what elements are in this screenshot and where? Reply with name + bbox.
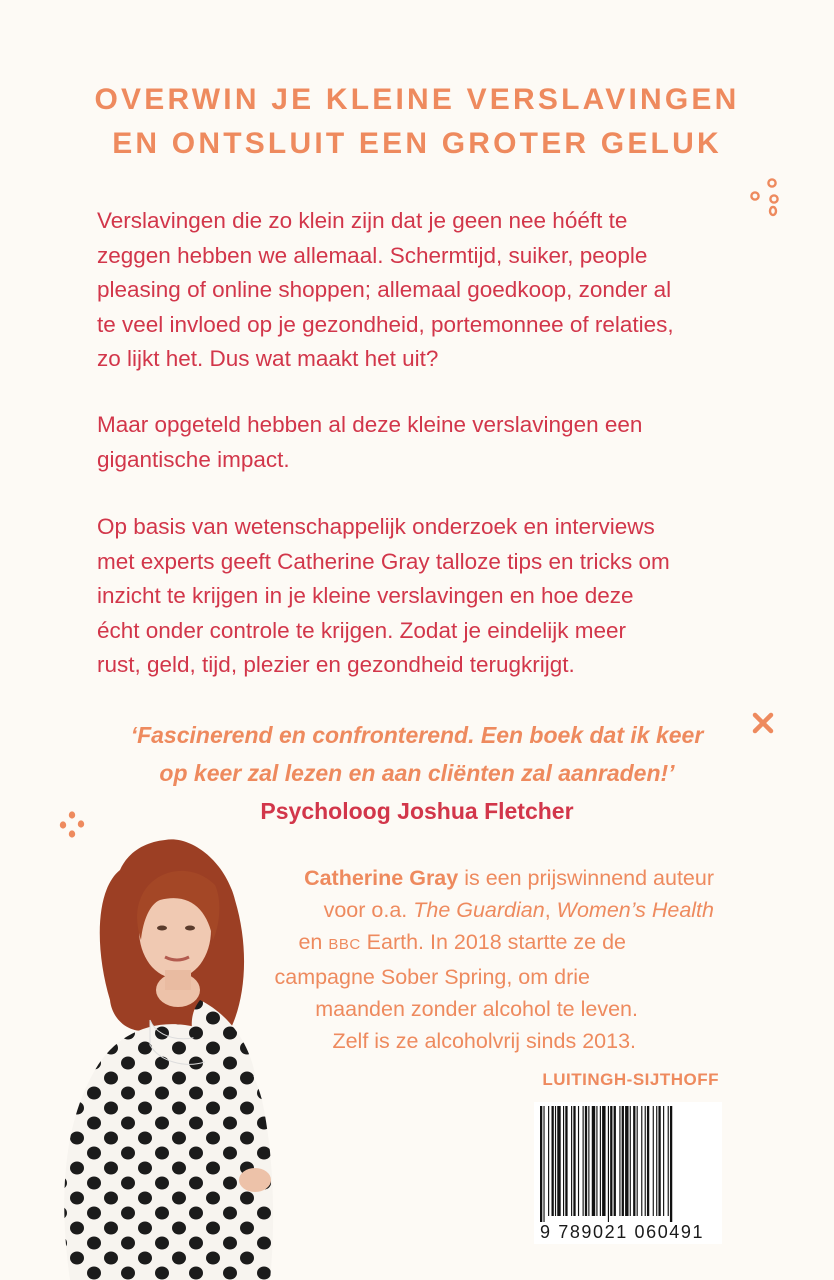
barcode-bar (588, 1106, 589, 1216)
isbn-number: 9 789021 060491 (540, 1222, 705, 1242)
barcode-bar (645, 1106, 646, 1216)
barcode-bar (668, 1106, 669, 1216)
barcode-bar (540, 1106, 542, 1222)
bio-line-5: maanden zonder alcohol te leven. (315, 997, 638, 1021)
paragraph-line: met experts geeft Catherine Gray talloze tips en tricks om (97, 548, 670, 574)
barcode-bar (622, 1106, 624, 1216)
barcode-bar (543, 1106, 544, 1222)
author-photo (0, 830, 300, 1280)
paragraph-line: gigantische impact. (97, 446, 290, 472)
review-quote (0, 716, 834, 830)
barcode-bar (670, 1106, 672, 1222)
paragraph-line: zo lijkt het. Dus wat maakt het uit? (97, 346, 439, 371)
paragraph-line: pleasing of online shoppen; allemaal goedkoop, zonder al (97, 277, 672, 302)
barcode-bar (633, 1106, 635, 1216)
paragraph-line: te veel invloed op je gezondheid, portemonnee of relaties, (97, 311, 674, 337)
barcode-bar (619, 1106, 620, 1216)
barcode-bar (573, 1106, 575, 1216)
barcode-bar (658, 1106, 660, 1216)
bio-line-6: Zelf is ze alcoholvrij sinds 2013. (332, 1029, 636, 1053)
author-bio (270, 862, 740, 1057)
barcode-bar (565, 1106, 567, 1216)
barcode-bar (630, 1106, 631, 1216)
paragraph-line: inzicht te krijgen in je kleine verslavingen en hoe deze (97, 583, 634, 608)
barcode-bar (663, 1106, 664, 1216)
bio-line-2 (270, 894, 714, 926)
paragraph-line: Op basis van wetenschappelijk onderzoek en interviews (97, 514, 655, 539)
barcode-bar (602, 1106, 605, 1216)
bio-line-3 (270, 926, 626, 961)
blurb-paragraph-3 (97, 510, 719, 683)
barcode-bar (583, 1106, 584, 1216)
barcode-bar (610, 1106, 612, 1216)
barcode-bar (647, 1106, 649, 1216)
barcode-bar (614, 1106, 616, 1216)
barcode-bar (592, 1106, 595, 1216)
publication-name: The Guardian (413, 898, 545, 922)
barcode-bar (552, 1106, 554, 1216)
barcode-bar (563, 1106, 564, 1216)
bio-line-4: campagne Sober Spring, om drie (274, 965, 590, 989)
bio-line-1 (270, 862, 714, 894)
quote-author: Psycholoog Joshua Fletcher (260, 798, 574, 824)
barcode-bar (585, 1106, 587, 1216)
barcode-bar (637, 1106, 638, 1216)
blurb-paragraph-2 (97, 408, 719, 477)
barcode-bar (641, 1106, 642, 1216)
barcode-bar (555, 1106, 556, 1216)
barcode-bar (600, 1106, 601, 1216)
book-tagline (0, 78, 834, 166)
tagline-line-2: EN ONTSLUIT EEN GROTER GELUK (112, 127, 722, 160)
paragraph-line: écht onder controle te krijgen. Zodat je eindelijk meer (97, 617, 627, 643)
publisher-logo: LUITINGH-SIJTHOFF (542, 1070, 719, 1089)
barcode-bar (557, 1106, 560, 1216)
barcode-bar (578, 1106, 579, 1216)
barcode-bar (608, 1106, 609, 1222)
bio-text: Earth. In 2018 startte ze de (360, 930, 626, 954)
paragraph-line: rust, geld, tijd, plezier en gezondheid terugkrijgt. (97, 652, 575, 677)
bio-text: voor o.a. (323, 898, 414, 922)
barcode-bar (596, 1106, 597, 1216)
paragraph-line: zeggen hebben we allemaal. Schermtijd, suiker, people (97, 242, 648, 268)
blurb-paragraph-1 (97, 204, 719, 377)
bio-text: , (544, 898, 557, 922)
bio-text: BBC (328, 936, 361, 953)
barcode-bar (653, 1106, 654, 1216)
publication-name: Women’s Health (556, 898, 714, 922)
paragraph-line: Maar opgeteld hebben al deze kleine verslavingen een (97, 412, 643, 437)
author-name: Catherine Gray (304, 866, 459, 890)
tagline-line-1: OVERWIN JE KLEINE VERSLAVINGEN (94, 83, 740, 116)
quote-line-2: op keer zal lezen en aan cliënten zal aanraden!’ (159, 760, 675, 786)
quote-line-1: ‘Fascinerend en confronterend. Een boek dat ik keer (130, 722, 704, 748)
bio-text: is een prijswinnend auteur (458, 866, 714, 890)
barcode-bar (656, 1106, 657, 1216)
decorative-circles-icon (745, 176, 785, 218)
barcode-bar (625, 1106, 628, 1216)
bio-text: en (298, 930, 329, 954)
barcode-bar (548, 1106, 549, 1216)
barcode-bar (571, 1106, 572, 1216)
paragraph-line: Verslavingen die zo klein zijn dat je geen nee hóéft te (97, 208, 628, 233)
